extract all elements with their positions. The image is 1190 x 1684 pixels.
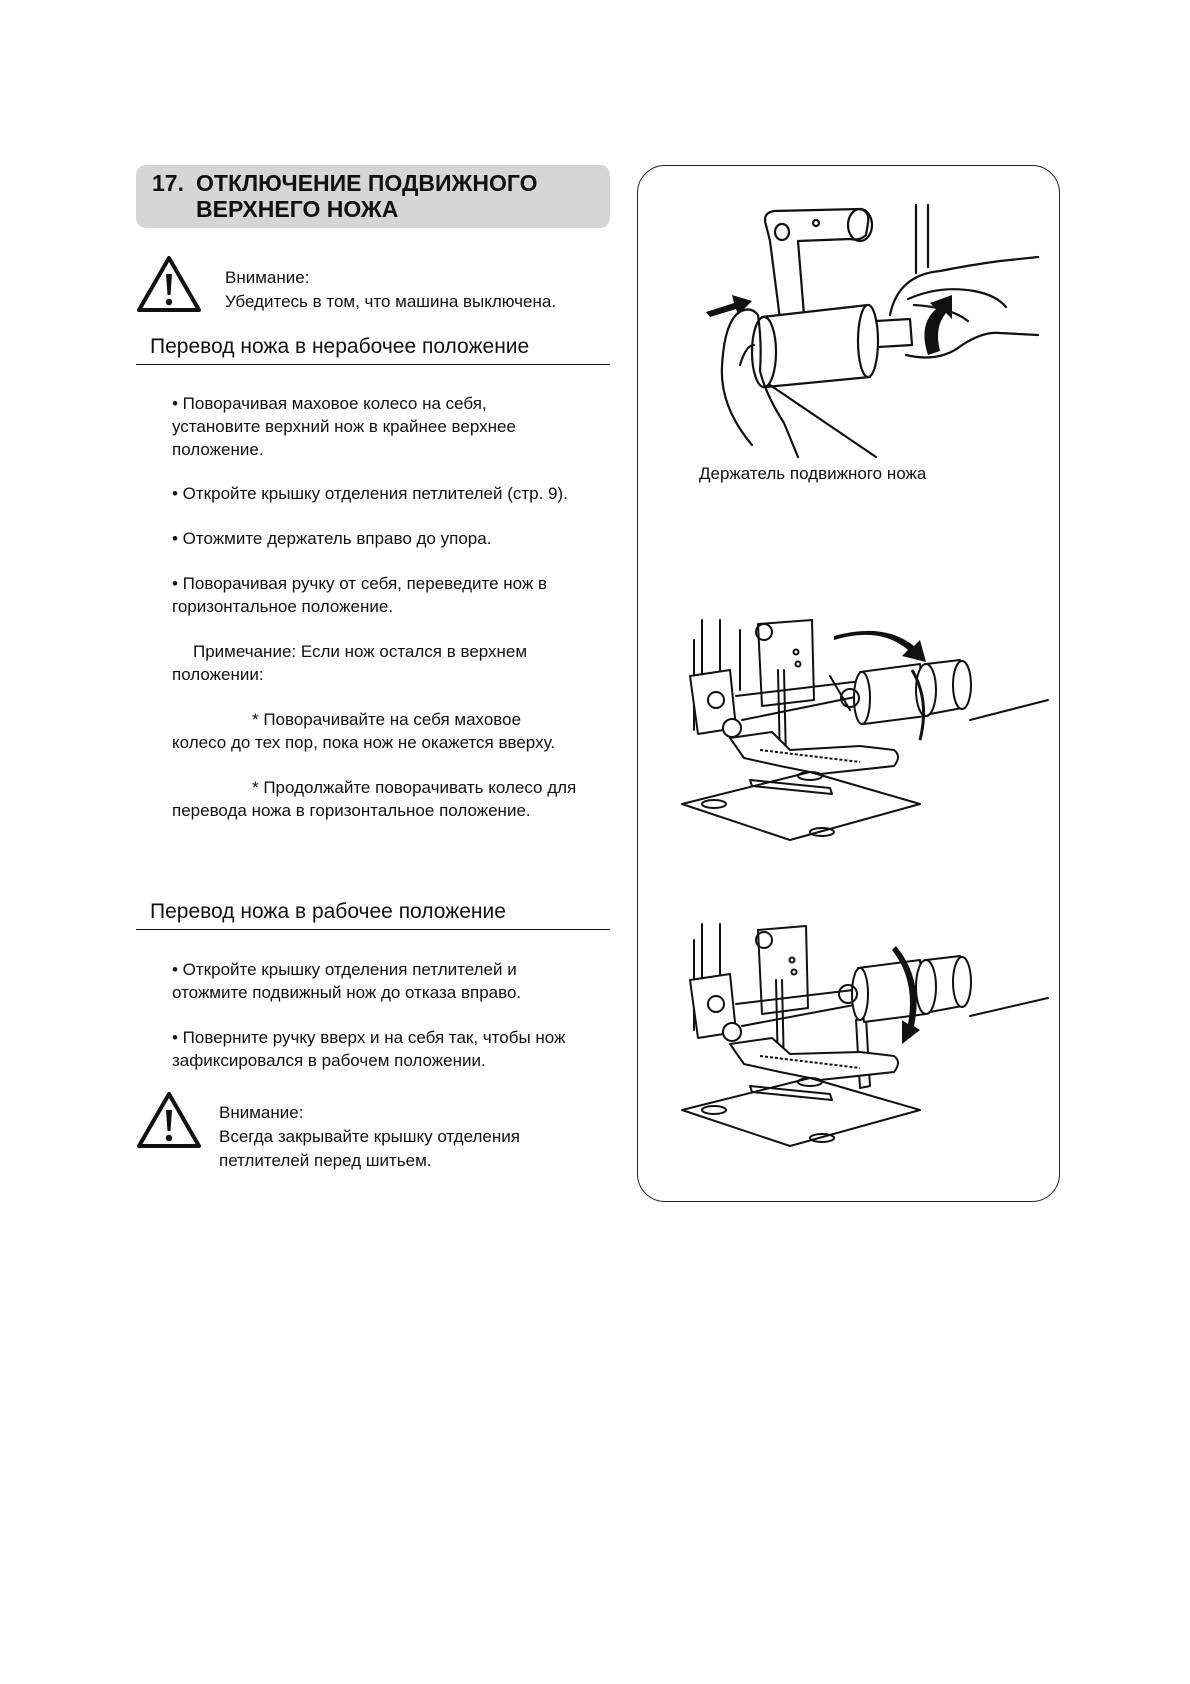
text-line: положении: (172, 665, 264, 684)
text-line: Примечание: Если нож остался в верхнем (193, 642, 528, 661)
instruction-paragraph (172, 1026, 565, 1072)
warning-label: Внимание: (219, 1103, 304, 1122)
warning-text: Убедитесь в том, что машина выключена. (225, 292, 557, 311)
presser-foot-illustration-2 (680, 920, 1050, 1170)
warning-label: Внимание: (225, 268, 310, 287)
note-paragraph (172, 640, 527, 686)
section-number: 17. (152, 170, 184, 196)
instruction-paragraph (172, 482, 568, 505)
note-item (172, 708, 555, 754)
text-line: • Поворачивая маховое колесо на себя, (172, 394, 487, 413)
instruction-paragraph (172, 572, 547, 618)
text-line: установите верхний нож в крайнее верхнее (172, 417, 516, 436)
section-title-box (136, 165, 610, 228)
instruction-paragraph (172, 527, 491, 550)
warning-block-2 (219, 1101, 520, 1173)
text-line: • Откройте крышку отделения петлителей (стр. 9). (172, 484, 568, 503)
text-line: отожмите подвижный нож до отказа вправо. (172, 983, 522, 1002)
section-title-line2: ВЕРХНЕГО НОЖА (196, 196, 399, 222)
text-line: • Поверните ручку вверх и на себя так, чтобы нож (172, 1028, 566, 1047)
section-heading-disable: Перевод ножа в нерабочее положение (136, 335, 610, 365)
instruction-paragraph (172, 392, 516, 461)
text-line: горизонтальное положение. (172, 597, 394, 616)
warning-icon (136, 1091, 202, 1149)
warning-block-1 (225, 266, 556, 314)
text-line: • Отожмите держатель вправо до упора. (172, 529, 492, 548)
text-line: зафиксировался в рабочем положении. (172, 1051, 486, 1070)
text-line: * Продолжайте поворачивать колесо для (252, 778, 577, 797)
warning-icon (136, 255, 202, 313)
note-item (172, 776, 576, 822)
presser-foot-illustration-1 (680, 610, 1050, 860)
warning-text-line: Всегда закрывайте крышку отделения (219, 1127, 520, 1146)
section-heading-enable: Перевод ножа в рабочее положение (136, 900, 610, 930)
text-line: • Поворачивая ручку от себя, переведите нож в (172, 574, 548, 593)
text-line: колесо до тех пор, пока нож не окажется вверху. (172, 733, 556, 752)
text-line: * Поворачивайте на себя маховое (252, 710, 522, 729)
figure-caption: Держатель подвижного ножа (699, 464, 927, 483)
instruction-paragraph (172, 958, 521, 1004)
section-title-line1: ОТКЛЮЧЕНИЕ ПОДВИЖНОГО (196, 170, 538, 196)
warning-text-line: петлителей перед шитьем. (219, 1151, 432, 1170)
text-line: положение. (172, 440, 264, 459)
text-line: перевода ножа в горизонтальное положение. (172, 801, 531, 820)
text-line: • Откройте крышку отделения петлителей и (172, 960, 517, 979)
knife-holder-illustration (700, 195, 1040, 465)
